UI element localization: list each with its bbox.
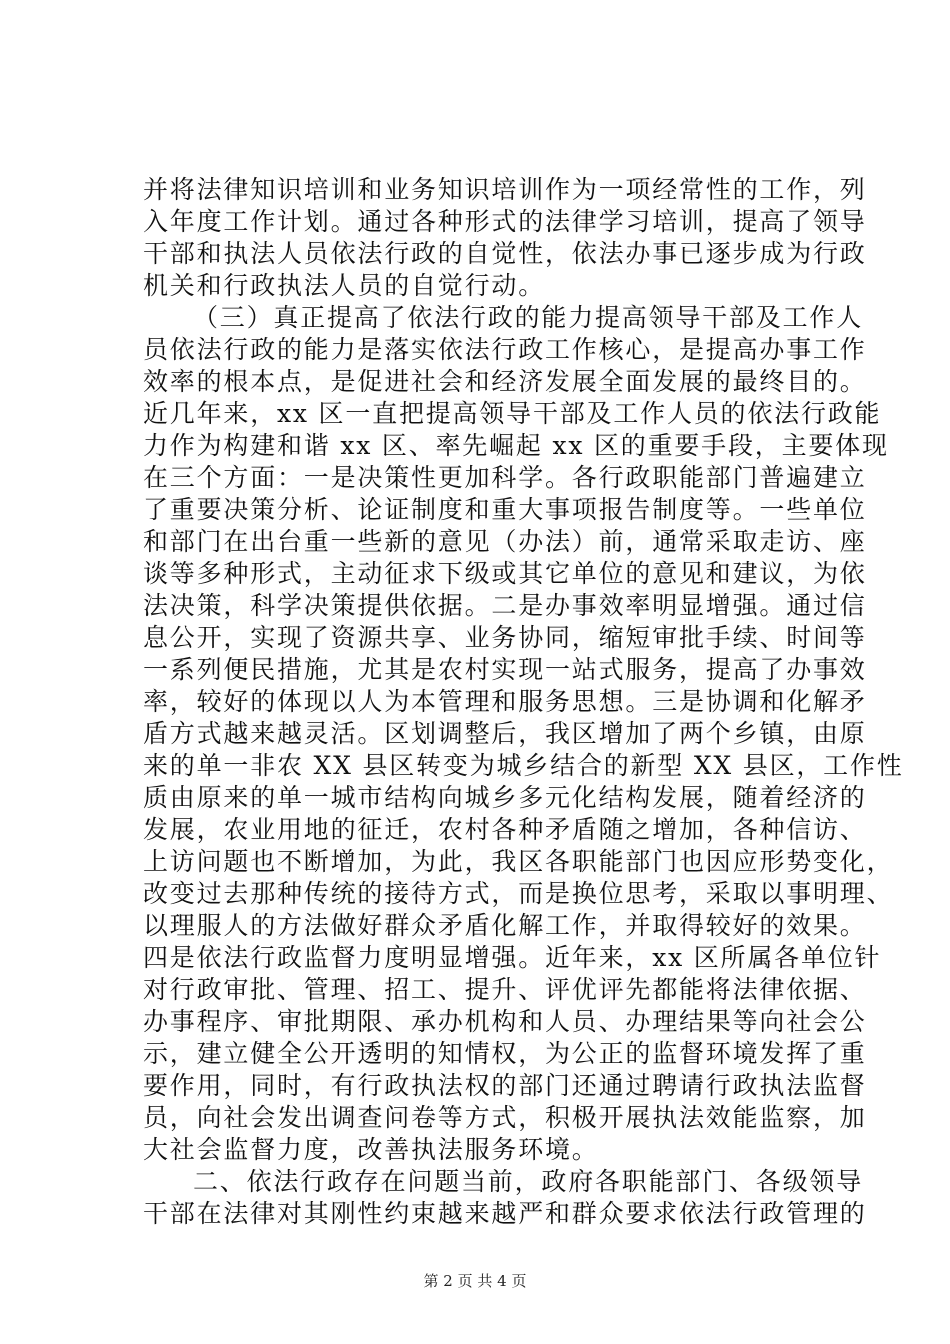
text-line: 干部在法律对其刚性约束越来越严和群众要求依法行政管理的 <box>143 1199 867 1228</box>
text-line: 质由原来的单一城市结构向城乡多元化结构发展，随着经济的 <box>143 783 867 812</box>
text-line: 入年度工作计划。通过各种形式的法律学习培训，提高了领导 <box>143 207 867 236</box>
text-line: 近几年来，xx 区一直把提高领导干部及工作人员的依法行政能 <box>143 399 882 428</box>
text-line: 机关和行政执法人员的自觉行动。 <box>143 271 546 300</box>
text-line: 力作为构建和谐 xx 区、率先崛起 xx 区的重要手段，主要体现 <box>143 431 889 460</box>
text-line: 对行政审批、管理、招工、提升、评优评先都能将法律依据、 <box>143 975 867 1004</box>
text-line: 上访问题也不断增加，为此，我区各职能部门也因应形势变化， <box>143 847 894 876</box>
text-line: 四是依法行政监督力度明显增强。近年来，xx 区所属各单位针 <box>143 943 882 972</box>
text-line: 一系列便民措施，尤其是农村实现一站式服务，提高了办事效 <box>143 655 867 684</box>
text-line: 效率的根本点，是促进社会和经济发展全面发展的最终目的。 <box>143 367 867 396</box>
page-number-footer: 第 2 页 共 4 页 <box>423 1272 527 1290</box>
text-line: 息公开，实现了资源共享、业务协同，缩短审批手续、时间等 <box>143 623 867 652</box>
text-line: 盾方式越来越灵活。区划调整后，我区增加了两个乡镇，由原 <box>143 719 867 748</box>
text-line: 和部门在出台重一些新的意见（办法）前，通常采取走访、座 <box>143 527 867 556</box>
text-line: 改变过去那种传统的接待方式，而是换位思考，采取以事明理、 <box>143 879 894 908</box>
text-line: 大社会监督力度，改善执法服务环境。 <box>143 1135 599 1164</box>
text-line: 示，建立健全公开透明的知情权，为公正的监督环境发挥了重 <box>143 1039 867 1068</box>
text-line: 干部和执法人员依法行政的自觉性，依法办事已逐步成为行政 <box>143 239 867 268</box>
text-line: 要作用，同时，有行政执法权的部门还通过聘请行政执法监督 <box>143 1071 867 1100</box>
text-line: 谈等多种形式，主动征求下级或其它单位的意见和建议，为依 <box>143 559 867 588</box>
paragraph-start-line: 二、依法行政存在问题当前，政府各职能部门、各级领导 <box>193 1167 864 1196</box>
text-line: 在三个方面：一是决策性更加科学。各行政职能部门普遍建立 <box>143 463 867 492</box>
text-line: 法决策，科学决策提供依据。二是办事效率明显增强。通过信 <box>143 591 867 620</box>
text-line: 了重要决策分析、论证制度和重大事项报告制度等。一些单位 <box>143 495 867 524</box>
text-line: 率，较好的体现以人为本管理和服务思想。三是协调和化解矛 <box>143 687 867 716</box>
text-line: 员依法行政的能力是落实依法行政工作核心，是提高办事工作 <box>143 335 867 364</box>
text-line: 以理服人的方法做好群众矛盾化解工作，并取得较好的效果。 <box>143 911 867 940</box>
paragraph-start-line: （三）真正提高了依法行政的能力提高领导干部及工作人 <box>193 303 864 332</box>
text-line: 办事程序、审批期限、承办机构和人员、办理结果等向社会公 <box>143 1007 867 1036</box>
text-line: 发展，农业用地的征迁，农村各种矛盾随之增加，各种信访、 <box>143 815 867 844</box>
text-line: 来的单一非农 XX 县区转变为城乡结合的新型 XX 县区，工作性 <box>143 751 904 780</box>
text-line: 并将法律知识培训和业务知识培训作为一项经常性的工作，列 <box>143 175 867 204</box>
text-line: 员，向社会发出调查问卷等方式，积极开展执法效能监察，加 <box>143 1103 867 1132</box>
